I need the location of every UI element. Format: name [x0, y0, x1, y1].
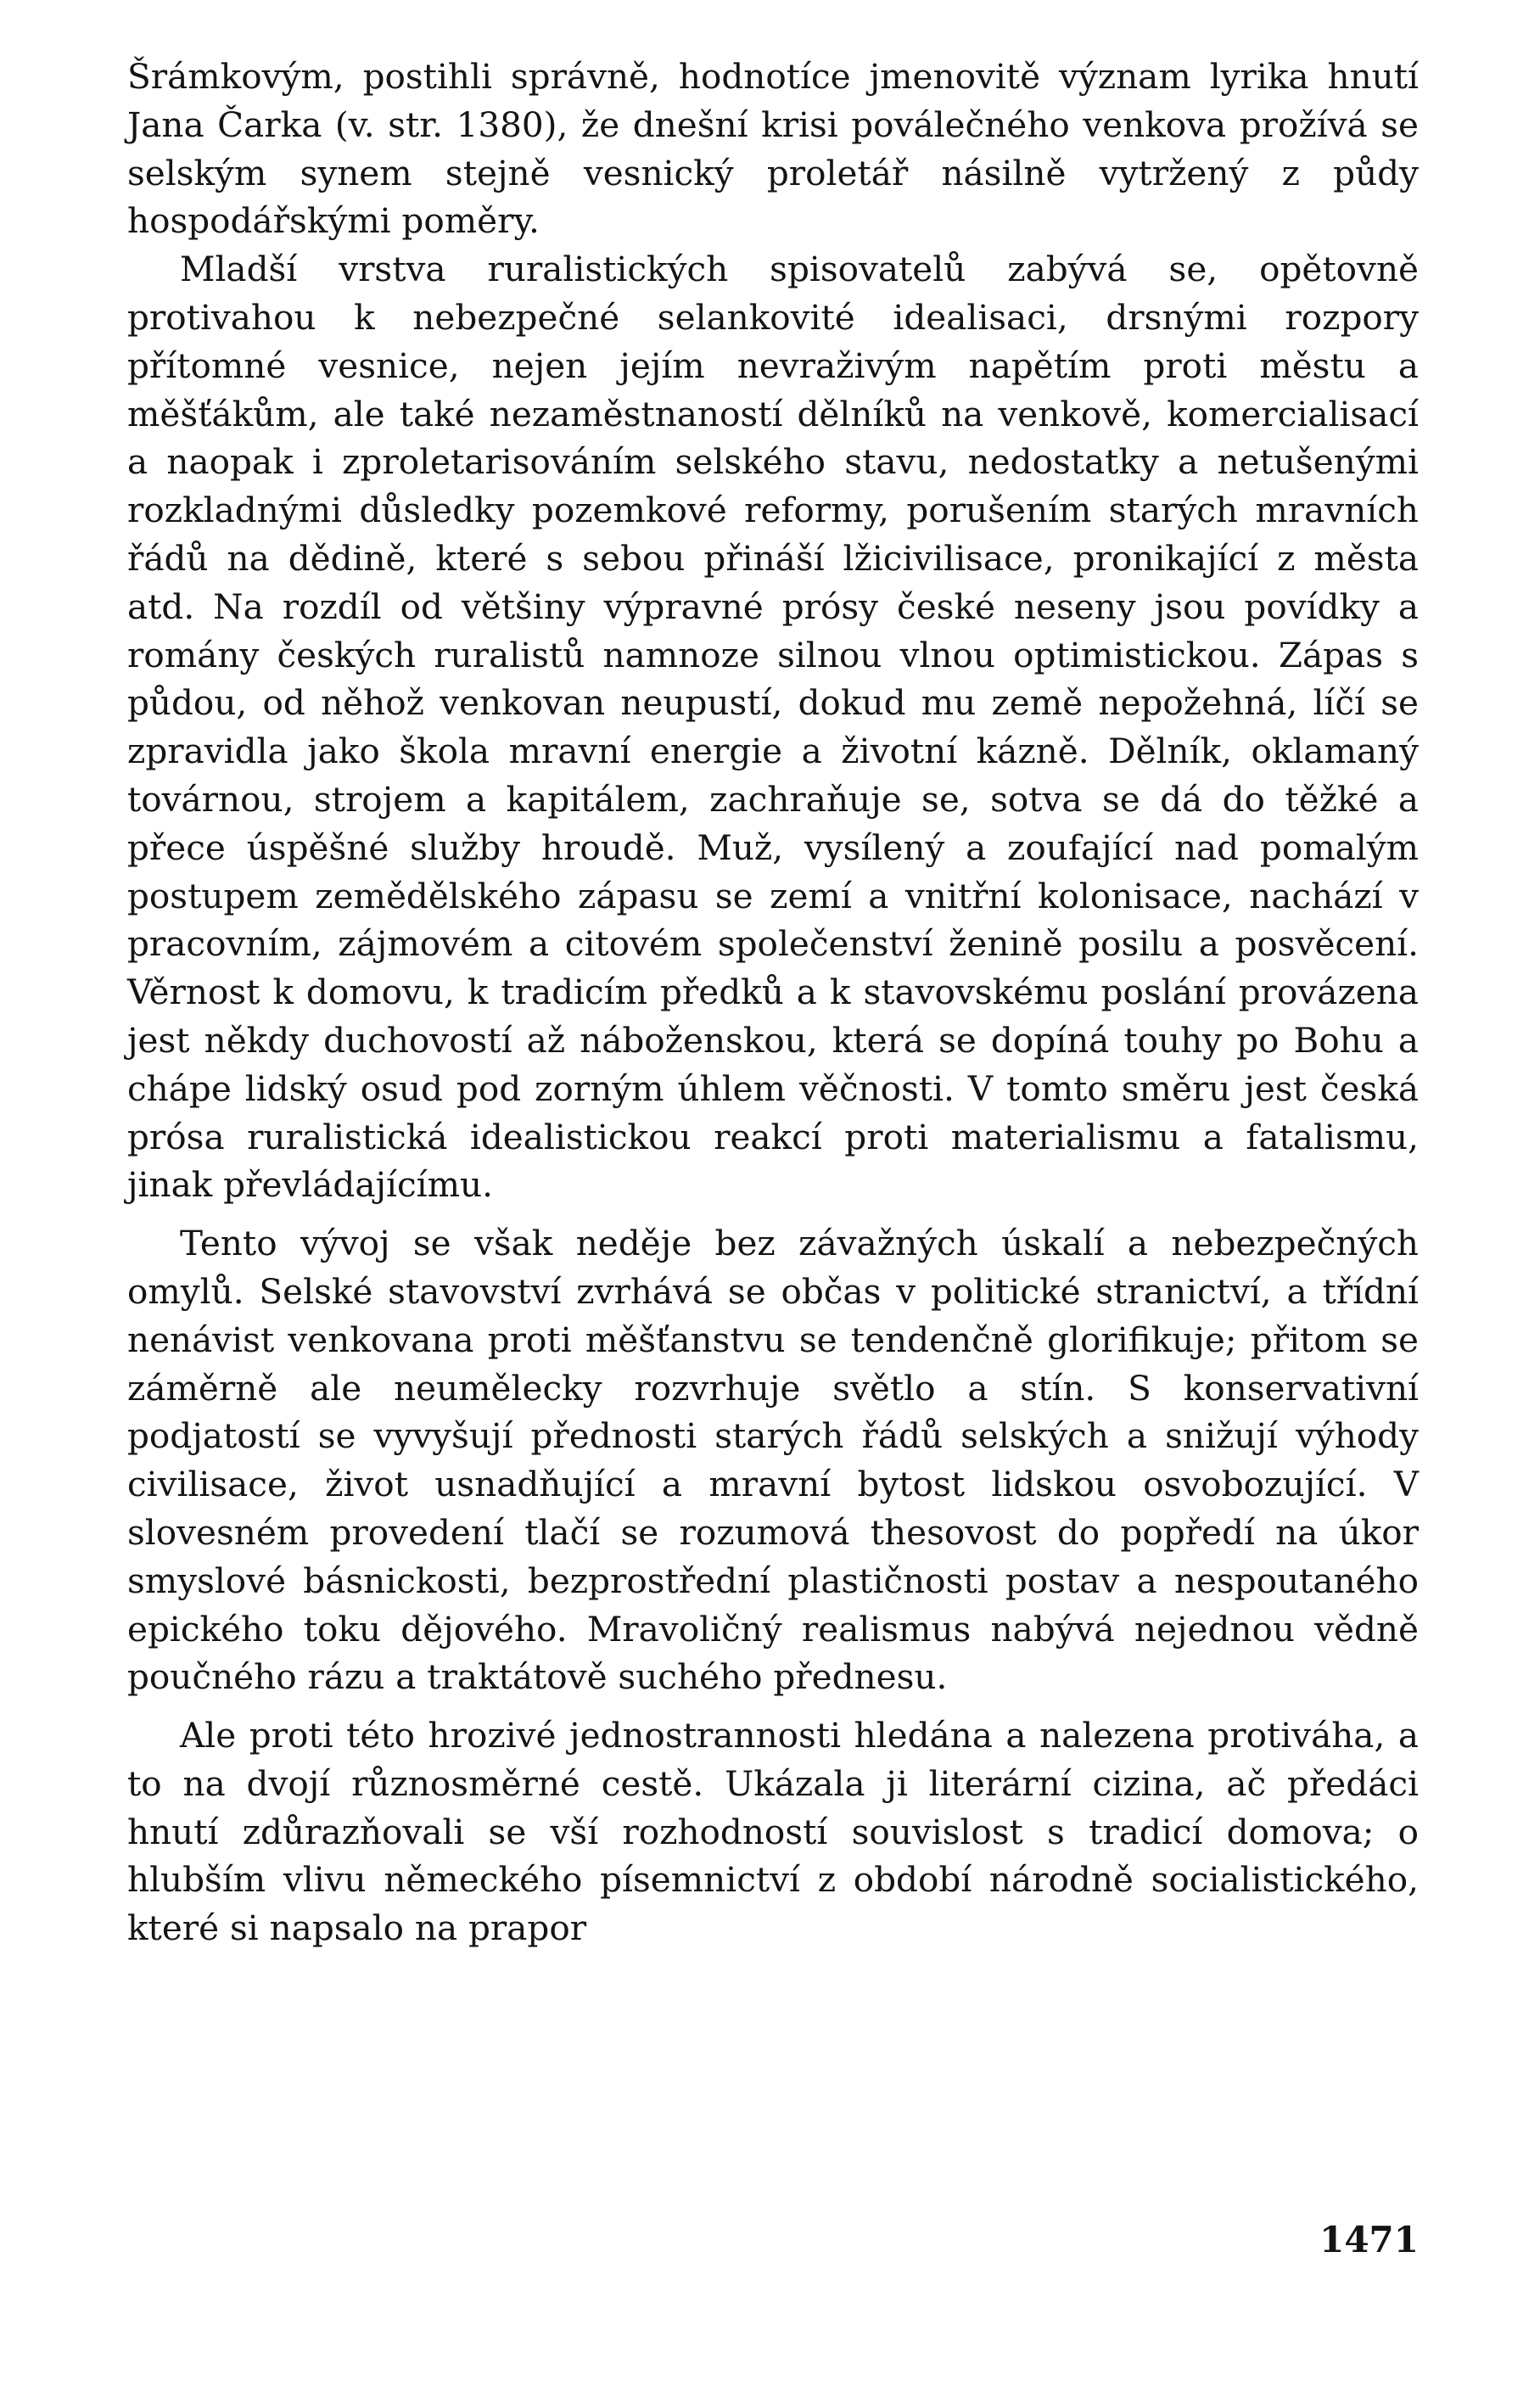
paragraph-2: Mladší vrstva ruralistických spisovatelů zabývá se, opětovně protivahou k nebezpečné selankovité idealisaci, drsnými rozpory přítomné vesnice, nejen jejím nevraživým napětím proti městu a měšťákům, ale také nezaměstnaností dělníků na venkově, komercialisací a naopak i zproletarisováním selského stavu, nedostatky a netušenými rozkladnými důsledky pozemkové reformy, porušením starých mravních řádů na dědině, které s sebou přináší lžicivilisace, pronikající z města atd. Na rozdíl od většiny výpravné prósy české neseny jsou povídky a romány českých ruralistů namnoze silnou vlnou optimistickou. Zápas s půdou, od něhož venkovan neupustí, dokud mu země nepožehná, líčí se zpravidla jako škola mravní energie a životní kázně. Dělník, oklamaný továrnou, strojem a kapitálem, zachraňuje se, sotva se dá do těžké a přece úspěšné služby hroudě. Muž, vysílený a zoufající nad pomalým postupem zemědělského zápasu se zemí a vnitřní kolonisace, nachází v pracovním, zájmovém a citovém společenství ženině posilu a posvěcení. Věrnost k domovu, k tradicím předků a k stavovskému poslání provázena jest někdy duchovostí až náboženskou, která se dopíná touhy po Bohu a chápe lidský osud pod zorným úhlem věčnosti. V tomto směru jest česká prósa ruralistická idealistickou reakcí proti materialismu a fatalismu, jinak převládajícímu.	[127, 249, 1419, 1206]
paragraph-3: Tento vývoj se však neděje bez závažných úskalí a nebezpečných omylů. Selské stavovství zvrhává se občas v politické stranictví, a třídní nenávist venkovana proti měšťanstvu se tendenčně glorifikuje; přitom se záměrně ale neumělecky rozvrhuje světlo a stín. S konservativní podjatostí se vyvyšují přednosti starých řádů selských a snižují výhody civilisace, život usnadňující a mravní bytost lidskou osvobozující. V slovesném provedení tlačí se rozumová thesovost do popředí na úkor smyslové básnickosti, bezprostřední plastičnosti postav a nespoutaného epického toku dějového. Mravoličný realismus nabývá nejednou vědně poučného rázu a traktátově suchého přednesu.	[127, 1223, 1419, 1698]
document-body	[127, 53, 1419, 1952]
paragraph-4: Ale proti této hrozivé jednostrannosti hledána a nalezena protiváha, a to na dvojí různosměrné cestě. Ukázala ji literární cizina, ač předáci hnutí zdůrazňovali se vší rozhodností souvislost s tradicí domova; o hlubším vlivu německého písemnictví z období národně socialistického, které si napsalo na prapor	[127, 1715, 1419, 1949]
paragraph-1: Šrámkovým, postihli správně, hodnotíce jmenovitě význam lyrika hnutí Jana Čarka (v. str. 1380), že dnešní krisi poválečného venkova prožívá se selským synem stejně vesnický proletář násilně vytržený z půdy hospodářskými poměry.	[127, 56, 1419, 242]
page-number: 1471	[1319, 2219, 1419, 2260]
